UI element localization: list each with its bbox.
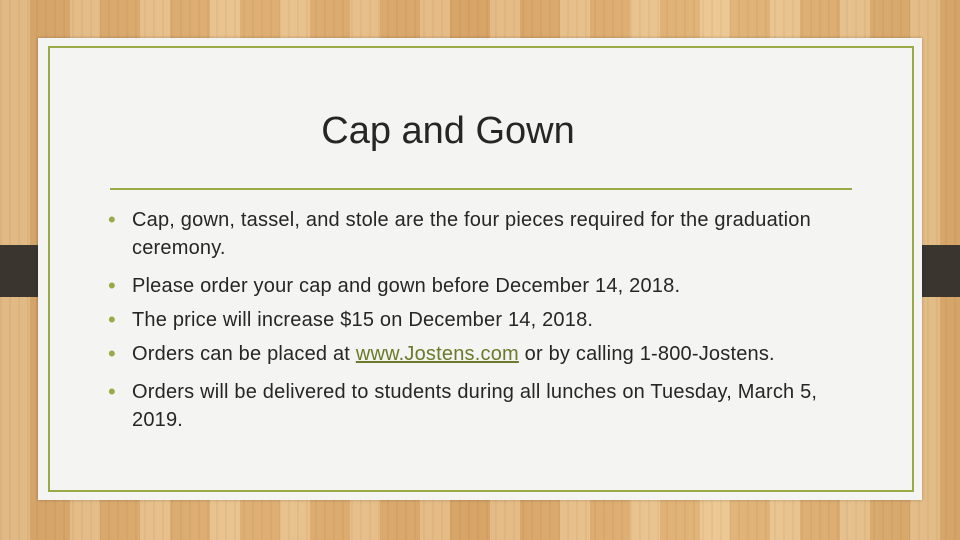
title-divider [110, 188, 852, 190]
bullet-text-after: or by calling 1-800-Jostens. [518, 343, 775, 365]
bullet-dot-icon: • [108, 273, 116, 298]
bullet-text: Orders will be delivered to students during all lunches on Tuesday, March 5, 2019. [132, 381, 818, 431]
bullet-list [108, 206, 848, 434]
jostens-link[interactable]: www.Jostens.com [355, 343, 519, 365]
bullet-text: Please order your cap and gown before December 14, 2018. [132, 275, 681, 297]
slide-title: Cap and Gown [321, 110, 575, 152]
bullet-text: Cap, gown, tassel, and stole are the four pieces required for the graduation ceremony. [132, 209, 811, 259]
bullet-dot-icon: • [108, 379, 116, 404]
bullet-text: The price will increase $15 on December 14, 2018. [132, 309, 594, 331]
bullet-item [108, 306, 848, 334]
bullet-dot-icon: • [108, 207, 116, 232]
bullet-item [108, 340, 848, 368]
slide-card [38, 38, 922, 500]
bullet-dot-icon: • [108, 307, 116, 332]
bullet-text-before: Orders can be placed at [132, 343, 356, 365]
bullet-item [108, 272, 848, 300]
bullet-dot-icon: • [108, 341, 116, 366]
bullet-item [108, 378, 848, 434]
bullet-item [108, 206, 848, 262]
